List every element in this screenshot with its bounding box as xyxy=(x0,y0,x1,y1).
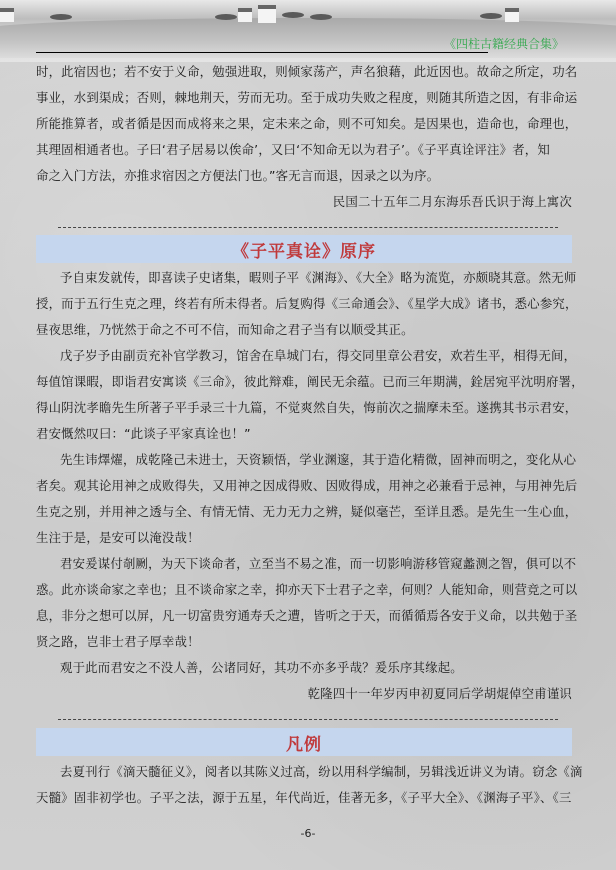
signature: 民国二十五年二月东海乐吾氏识于海上寓次 xyxy=(332,194,572,209)
text-line: 观于此而君安之不没人善，公诸同好，其功不亦多乎哉？爰乐序其缘起。 xyxy=(60,660,463,675)
text-line: 去夏刊行《滴天髓征义》，阅者以其陈义过高，纷以用科学编制，另辑浅近讲义为请。窃念《滴 xyxy=(60,764,583,779)
text-line: 君安慨然叹曰：“此谈子平家真诠也！” xyxy=(36,426,251,441)
house-decoration xyxy=(258,5,276,23)
text-line: 惑。此亦谈命家之幸也；且不谈命家之幸，抑亦天下士君子之幸，何则？人能知命，则营竞之可以 xyxy=(36,582,578,597)
section-header-general-rules xyxy=(36,728,572,756)
text-line: 戊子岁予由副贡充补官学教习，馆舍在阜城门右，得交同里章公君安，欢若生平，相得无间， xyxy=(60,348,577,363)
dashed-divider xyxy=(58,227,558,228)
text-line: 每值馆课暇，即诣君安寓谈《三命》，彼此辩难，阐民无余蕴。已而三年期满，銓居宛平沈明府署， xyxy=(36,374,584,389)
signature: 乾隆四十一年岁丙申初夏同后学胡焜倬空甫谨识 xyxy=(307,686,572,701)
text-line: 昼夜思维，乃恍然于命之不可不信，而知命之君子当有以顺受其正。 xyxy=(36,322,414,337)
text-line: 息，非分之想可以屏，凡一切富贵穷通寿夭之遭，皆听之于天，而循循焉各安于义命，以共勉于圣 xyxy=(36,608,578,623)
section-header-original-preface xyxy=(36,235,572,263)
tree-decoration xyxy=(50,14,72,20)
section-title: 凡例 xyxy=(286,734,322,755)
tree-decoration xyxy=(480,13,502,19)
text-line: 天髓》固非初学也。子平之法，源于五星，年代尚近，佳著无多，《子平大全》、《渊海子平》、《三 xyxy=(36,790,572,805)
text-line: 者矣。观其论用神之成败得失，又用神之因成得败、因败得成，用神之必兼看于忌神，与用神先后 xyxy=(36,478,578,493)
text-line: 时，此宿因也；若不安于义命，勉强进取，则倾家荡产，声名狼藉，此近因也。故命之所定，功名 xyxy=(36,64,578,79)
text-line: 生注于是，是安可以淹没哉！ xyxy=(36,530,200,545)
series-title: 《四柱古籍经典合集》 xyxy=(443,37,564,51)
page-number: -6- xyxy=(300,827,316,840)
text-line: 事业，水到渠成；否则，棘地荆天，劳而无功。至于成功失败之程度，则随其所造之因，有非命运 xyxy=(36,90,578,105)
house-decoration xyxy=(238,8,252,22)
text-line: 所能推算者，或者循是因而成将来之果，定未来之命，则不可知矣。是因果也，造命也，命理也， xyxy=(36,116,578,131)
header-rule xyxy=(36,52,488,53)
page-header-banner xyxy=(0,0,616,62)
text-line: 贤之路，岂非士君子厚幸哉！ xyxy=(36,634,200,649)
house-decoration xyxy=(505,8,519,22)
text-line: 生克之别，并用神之透与全、有情无情、无力无力之辨，疑似毫芒，至详且悉。是先生一生心血， xyxy=(36,504,578,519)
text-line: 授，而于五行生克之理，终若有所未得者。后复购得《三命通会》、《星学大成》诸书，悉心参究， xyxy=(36,296,578,311)
text-line: 得山阴沈孝瞻先生所著子平手录三十九篇，不觉爽然自失，悔前次之揣摩未至。遂携其书示君安， xyxy=(36,400,578,415)
text-line: 君安爰谋付剞劂，为天下谈命者，立至当不易之准，而一切影响游移管窥蠡测之智，俱可以不 xyxy=(60,556,577,571)
text-line: 先生讳燡燿，成乾隆己未进士，天资颖悟，学业渊邃，其于造化精微，固神而明之，变化从心 xyxy=(60,452,577,467)
text-line: 其理固相通者也。子曰‘君子居易以俟命’，又曰‘不知命无以为君子’。《子平真诠评注》者，知 xyxy=(36,142,550,157)
text-line: 予自束发就传，即喜读子史诸集，暇则子平《渊海》、《大全》略为流览，亦颇晓其意。然无师 xyxy=(60,270,577,285)
tree-decoration xyxy=(282,12,304,18)
dashed-divider xyxy=(58,719,558,720)
text-line: 命之入门方法，亦推求宿因之方便法门也。”客无言而退，因录之以为序。 xyxy=(36,168,440,183)
tree-decoration xyxy=(215,14,237,20)
section-title: 《子平真诠》原序 xyxy=(232,241,376,262)
house-decoration xyxy=(0,8,14,22)
tree-decoration xyxy=(310,14,332,20)
